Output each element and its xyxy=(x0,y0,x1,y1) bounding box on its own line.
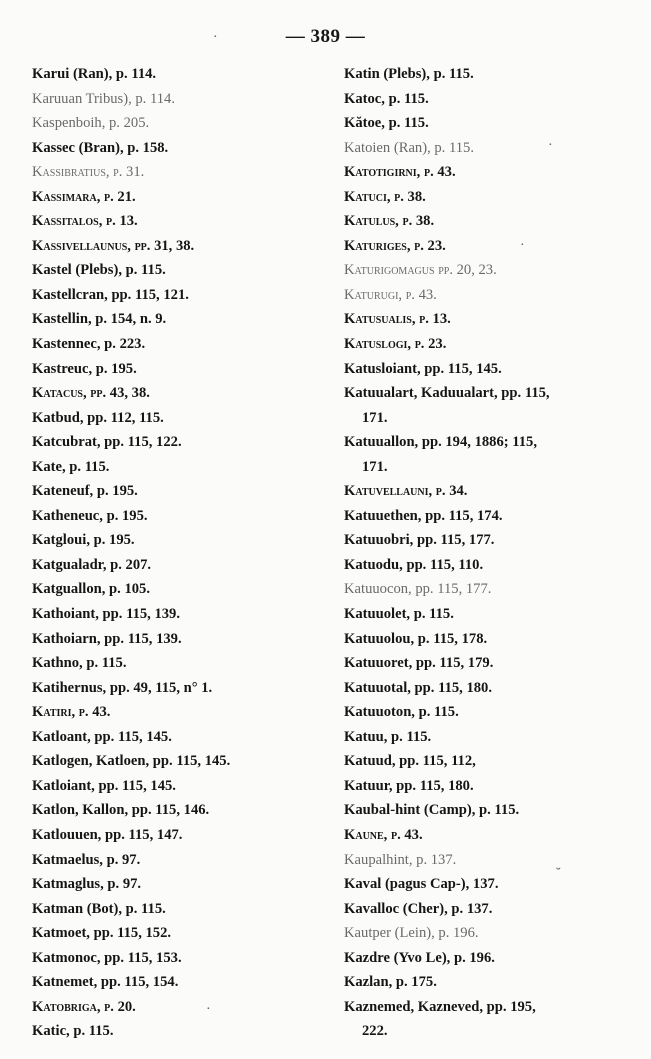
entry-continuation: 171. xyxy=(362,409,388,426)
index-entry: Kazlan, p. 175. xyxy=(344,974,437,991)
index-entry: Katurugi, p. 43. xyxy=(344,286,437,303)
index-entry: Katloant, pp. 115, 145. xyxy=(32,728,172,745)
index-entry: Katiri, p. 43. xyxy=(32,704,111,721)
index-column-right xyxy=(344,62,624,1044)
print-speck: · xyxy=(548,138,553,153)
index-entry: Kaupalhint, p. 137. xyxy=(344,851,457,868)
index-entry: Katoien (Ran), p. 115. xyxy=(344,139,474,156)
print-speck: ˘ xyxy=(556,866,561,881)
index-entry: Katmaelus, p. 97. xyxy=(32,851,141,868)
entry-line: Kaznemed, Kazneved, pp. 195, xyxy=(344,998,536,1015)
page-number: — 389 — xyxy=(285,26,366,47)
index-entry: Katacus, pp. 43, 38. xyxy=(32,385,150,402)
index-entry: Katuuoret, pp. 115, 179. xyxy=(344,655,494,672)
index-entry: Katuci, p. 38. xyxy=(344,188,426,205)
index-entry: Kaval (pagus Cap-), 137. xyxy=(344,876,499,893)
index-entry: Katic, p. 115. xyxy=(32,1023,114,1040)
index-entry: Kaubal-hint (Camp), p. 115. xyxy=(344,802,520,819)
index-entry: Kathoiarn, pp. 115, 139. xyxy=(32,630,182,647)
index-entry: Katin (Plebs), p. 115. xyxy=(344,66,474,82)
entry-continuation: 222. xyxy=(362,1023,388,1040)
index-entry: Kautper (Lein), p. 196. xyxy=(344,925,479,942)
index-entry: Katmaglus, p. 97. xyxy=(32,876,142,893)
index-entry: Katcubrat, pp. 115, 122. xyxy=(32,434,182,451)
index-entry: Katuuolou, p. 115, 178. xyxy=(344,630,488,647)
index-entry: Kassibratius, p. 31. xyxy=(32,164,145,181)
index-entry xyxy=(344,381,624,430)
index-entry: Katgualadr, p. 207. xyxy=(32,556,152,573)
index-entry: Katguallon, p. 105. xyxy=(32,581,150,598)
index-entry: Katuu, p. 115. xyxy=(344,728,432,745)
index-entry: Katusloiant, pp. 115, 145. xyxy=(344,360,502,377)
index-entry: Kateneuf, p. 195. xyxy=(32,483,138,500)
index-entry: Kastreuc, p. 195. xyxy=(32,360,137,377)
entry-continuation: 171. xyxy=(362,458,388,475)
index-entry: Katuuocon, pp. 115, 177. xyxy=(344,581,492,598)
index-entry: Katbud, pp. 112, 115. xyxy=(32,409,164,426)
index-entry: Katoc, p. 115. xyxy=(344,90,429,107)
index-entry: Kassivellaunus, pp. 31, 38. xyxy=(32,237,195,254)
index-entry: Katmonoc, pp. 115, 153. xyxy=(32,949,182,966)
index-entry: Kastellcran, pp. 115, 121. xyxy=(32,286,189,303)
index-entry: Katuuolet, p. 115. xyxy=(344,606,454,623)
index-entry: Kazdre (Yvo Le), p. 196. xyxy=(344,949,495,966)
print-speck: · xyxy=(213,30,218,45)
index-entry: Katulus, p. 38. xyxy=(344,213,435,230)
index-entry: Katuvellauni, p. 34. xyxy=(344,483,468,500)
index-entry: Kate, p. 115. xyxy=(32,458,110,475)
index-entry xyxy=(344,995,624,1044)
index-entry: Katihernus, pp. 49, 115, n° 1. xyxy=(32,679,213,696)
index-entry: Katgloui, p. 195. xyxy=(32,532,135,549)
index-entry: Kassec (Bran), p. 158. xyxy=(32,139,169,156)
index-entry: Katlogen, Katloen, pp. 115, 145. xyxy=(32,753,231,770)
index-entry: Kastel (Plebs), p. 115. xyxy=(32,262,166,279)
index-entry: Kathno, p. 115. xyxy=(32,655,127,672)
index-entry: Kaspenboih, p. 205. xyxy=(32,115,150,132)
index-column-left xyxy=(32,62,332,1044)
index-entry: Katotigirni, p. 43. xyxy=(344,164,456,181)
index-entry: Katusualis, p. 13. xyxy=(344,311,451,328)
index-entry xyxy=(344,430,624,479)
index-entry: Katuuoton, p. 115. xyxy=(344,704,459,721)
index-entry: Katobriga, p. 20. xyxy=(32,998,136,1015)
entry-line: Katuuallon, pp. 194, 1886; 115, xyxy=(344,434,538,451)
index-entry: Kastennec, p. 223. xyxy=(32,336,146,353)
index-entry: Katlon, Kallon, pp. 115, 146. xyxy=(32,802,210,819)
index-entry: Kathoiant, pp. 115, 139. xyxy=(32,606,180,623)
index-entry: Katuud, pp. 115, 112, xyxy=(344,753,476,770)
index-entry: Kavalloc (Cher), p. 137. xyxy=(344,900,493,917)
index-entry: Kastellin, p. 154, n. 9. xyxy=(32,311,167,328)
index-entry: Katlouuen, pp. 115, 147. xyxy=(32,826,183,843)
index-entry: Katuuethen, pp. 115, 174. xyxy=(344,507,503,524)
index-entry: Kătoe, p. 115. xyxy=(344,115,429,132)
print-speck: · xyxy=(520,238,525,253)
index-entry: Kaune, p. 43. xyxy=(344,826,423,843)
entry-line: Katuualart, Kaduualart, pp. 115, xyxy=(344,385,550,402)
index-entry: Katuslogi, p. 23. xyxy=(344,336,447,353)
index-entry: Karuuan Tribus), p. 114. xyxy=(32,90,175,107)
index-entry: Karui (Ran), p. 114. xyxy=(32,66,157,82)
index-entry: Katuur, pp. 115, 180. xyxy=(344,777,474,794)
index-entry: Katheneuc, p. 195. xyxy=(32,507,148,524)
index-entry: Kassimara, p. 21. xyxy=(32,188,136,205)
index-entry: Katuuobri, pp. 115, 177. xyxy=(344,532,495,549)
index-entry: Katuriges, p. 23. xyxy=(344,237,446,254)
index-entry: Kassitalos, p. 13. xyxy=(32,213,138,230)
print-speck: · xyxy=(206,1002,211,1017)
index-entry: Katman (Bot), p. 115. xyxy=(32,900,166,917)
index-entry: Katloiant, pp. 115, 145. xyxy=(32,777,176,794)
index-entry: Katurigomagus pp. 20, 23. xyxy=(344,262,497,279)
index-entry: Katnemet, pp. 115, 154. xyxy=(32,974,179,991)
index-entry: Katuodu, pp. 115, 110. xyxy=(344,556,484,573)
index-entry: Katmoet, pp. 115, 152. xyxy=(32,925,172,942)
index-entry: Katuuotal, pp. 115, 180. xyxy=(344,679,492,696)
